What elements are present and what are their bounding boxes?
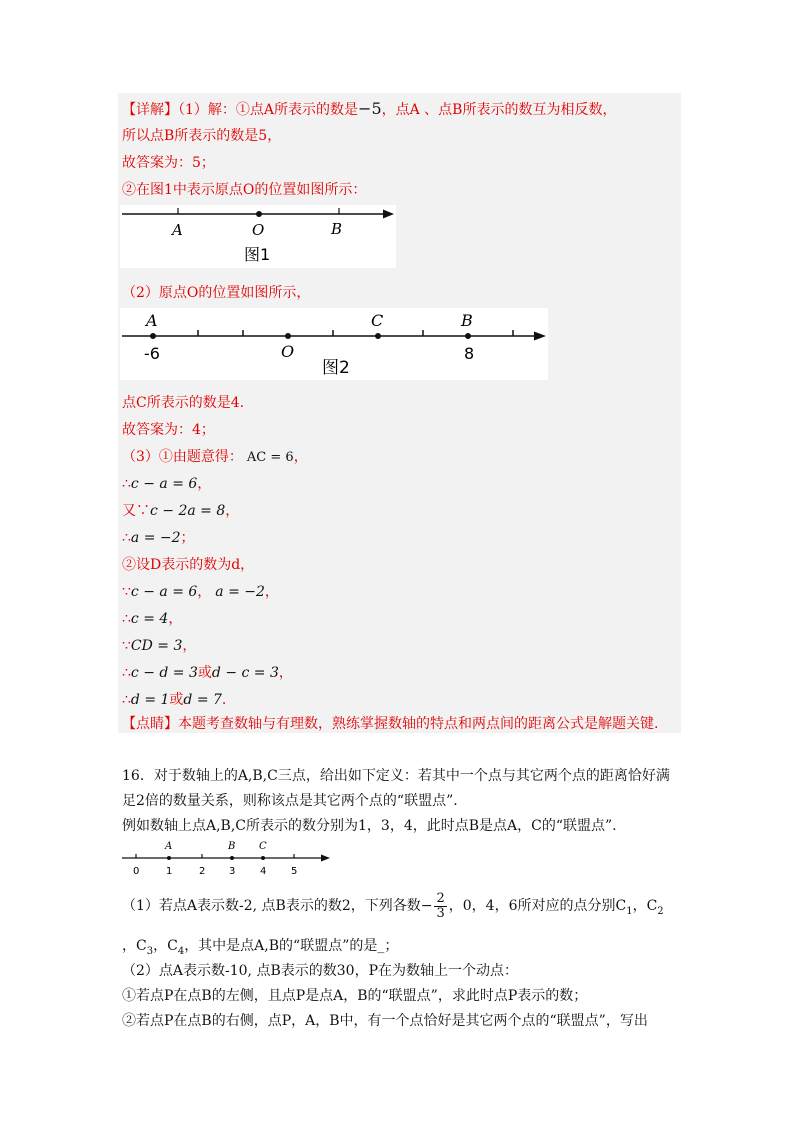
question-line-2: 足2倍的数量关系，则称该点是其它两个点的“联盟点”. xyxy=(122,793,458,809)
figure-3-number-line xyxy=(120,838,332,878)
tick-label: 3 xyxy=(229,866,236,877)
solution-line-15: ∵CD = 3， xyxy=(122,638,197,654)
label-eight: 8 xyxy=(464,344,475,363)
axis-arrow-icon xyxy=(383,210,394,219)
point-a xyxy=(167,856,171,860)
label-a: A xyxy=(165,841,173,852)
tick-label: 2 xyxy=(199,866,206,877)
origin-point xyxy=(256,211,262,217)
solution-line-2: 所以点B所表示的数是5， xyxy=(122,128,282,144)
figure-1-caption: 图1 xyxy=(244,245,271,264)
point-b xyxy=(230,856,234,860)
solution-line-11: ∴a = −2； xyxy=(122,530,195,546)
label-b: B xyxy=(331,220,343,238)
solution-line-13: ∵c − a = 6， a = −2， xyxy=(122,584,279,600)
solution-line-16: ∴c − d = 3或d − c = 3， xyxy=(122,665,293,681)
comment-tag: 【点睛】 xyxy=(122,716,178,732)
label-b: B xyxy=(461,311,473,330)
detail-tag: 【详解】 xyxy=(122,102,178,118)
solution-line-17: ∴d = 1或d = 7. xyxy=(122,692,227,708)
figure-2-number-line xyxy=(120,308,548,380)
label-a: A xyxy=(146,311,158,330)
solution-line-8: （3）①由题意得： AC = 6， xyxy=(122,449,308,465)
label-c: C xyxy=(259,841,267,852)
solution-line-4: ②在图1中表示原点O的位置如图所示： xyxy=(122,182,367,198)
label-c: C xyxy=(371,311,384,330)
solution-line-3: 故答案为：5； xyxy=(122,155,215,171)
figure-1-number-line xyxy=(120,205,396,268)
axis-arrow-icon xyxy=(321,855,330,862)
question-line-7: ①若点P在点B的左侧，且点P是点A，B的“联盟点”，求此时点P表示的数； xyxy=(122,988,588,1004)
solution-line-10: 又∵c − 2a = 8， xyxy=(122,503,240,519)
label-b: B xyxy=(228,841,236,852)
tick-label: 4 xyxy=(260,866,267,877)
tick-label: 1 xyxy=(166,866,173,877)
solution-line-1: 【详解】（1）解：①点A所表示的数是−5，点A 、点B所表示的数互为相反数， xyxy=(122,99,617,118)
origin-point xyxy=(285,333,291,339)
solution-line-12: ②设D表示的数为d， xyxy=(122,557,255,573)
figure-2-caption: 图2 xyxy=(322,358,350,378)
label-o: O xyxy=(252,221,265,239)
solution-line-6: 点C所表示的数是4. xyxy=(122,395,245,411)
fraction: $\frac{2}{3}$ xyxy=(436,890,445,921)
point-c xyxy=(261,856,265,860)
question-line-5: ，$C_3$，$C_4$，其中是点A,B的“联盟点”的是_； xyxy=(122,938,399,957)
solution-line-9: ∴c − a = 6， xyxy=(122,476,212,492)
axis-arrow-icon xyxy=(534,332,546,341)
comment-line: 【点睛】本题考查数轴与有理数，熟练掌握数轴的特点和两点间的距离公式是解题关键. xyxy=(122,716,659,732)
solution-line-5: （2）原点O的位置如图所示， xyxy=(122,285,311,301)
question-line-1: 16．对于数轴上的A,B,C三点，给出如下定义：若其中一个点与其它两个点的距离恰好满 xyxy=(122,768,670,784)
label-minus-six: -6 xyxy=(144,344,160,363)
question-line-4: （1）若点A表示数-2, 点B表示的数2，下列各数− $\frac{2}{3}$ ，0，4，6所对应的点分别$C_1$，$C_2$ xyxy=(122,890,664,921)
label-o: O xyxy=(281,342,295,361)
tick-label: 0 xyxy=(133,866,140,877)
label-a: A xyxy=(172,221,183,239)
point-b xyxy=(465,333,471,339)
solution-line-7: 故答案为：4； xyxy=(122,422,215,438)
question-line-6: （2）点A表示数-10, 点B表示的数30，P在为数轴上一个动点： xyxy=(122,963,518,979)
solution-line-14: ∴c = 4， xyxy=(122,611,183,627)
question-line-3: 例如数轴上点A,B,C所表示的数分别为1，3，4，此时点B是点A，C的“联盟点”. xyxy=(122,818,617,834)
tick-label: 5 xyxy=(291,866,298,877)
point-c xyxy=(375,333,381,339)
point-a xyxy=(150,333,156,339)
question-line-8: ②若点P在点B的右侧，点P，A，B中，有一个点恰好是其它两个点的“联盟点”，写出 xyxy=(122,1013,648,1029)
